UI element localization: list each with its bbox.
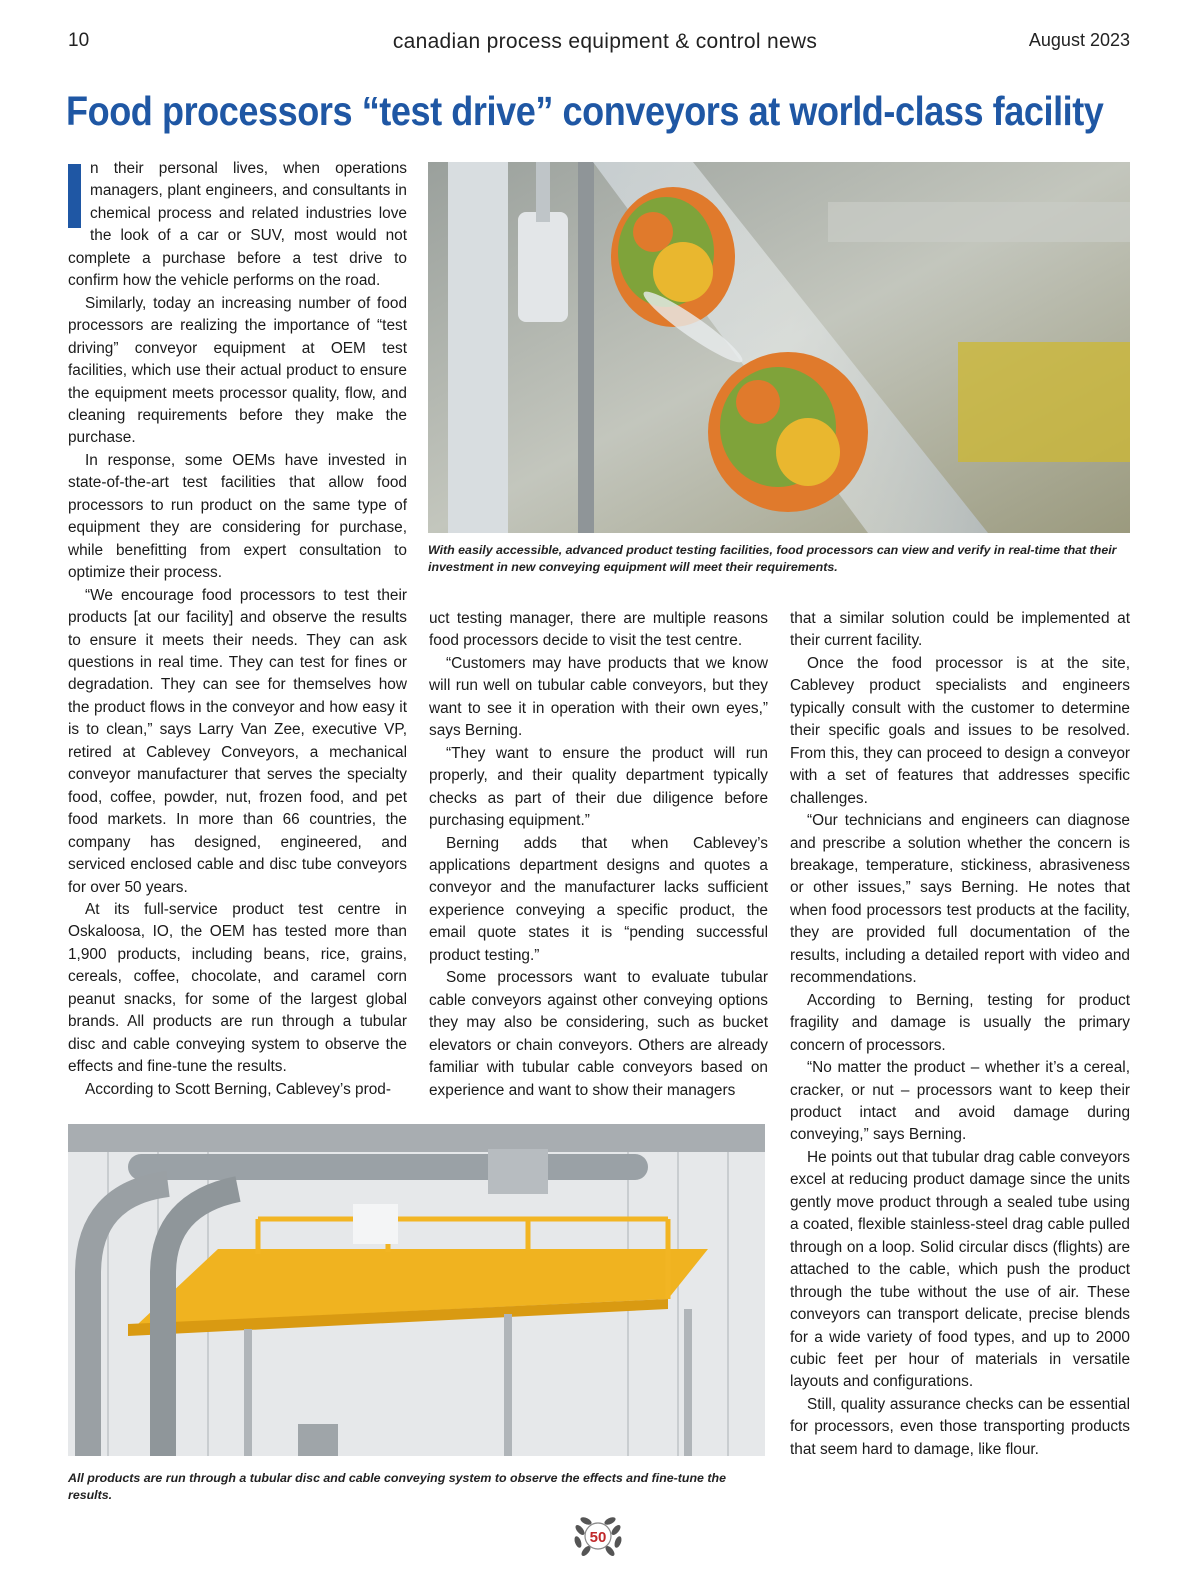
laurel-anniversary-icon — [570, 1514, 626, 1558]
drop-cap-bar — [68, 164, 81, 228]
issue-date: August 2023 — [1028, 30, 1130, 50]
paragraph: Similarly, today an increasing number of food processors are realizing the importance of “test driving” conveyor equipment at OEM test facilities, which use their actual product to ensure the equipment meets processor quality, flow, and cleaning requirements before they make the purchase. — [68, 294, 407, 447]
badge-number: 50 — [589, 1529, 607, 1546]
paragraph: “Customers may have products that we know will run well on tubular cable conveyors, but they want to see it in operation with their own eyes,” says Berning. — [429, 654, 768, 740]
paragraph: According to Scott Berning, Cablevey’s prod- — [85, 1080, 391, 1098]
paragraph: “No matter the product – whether it’s a cereal, cracker, or nut – processors want to keep their product intact and avoid damage during conveying,” says Berning. — [790, 1059, 1130, 1144]
conveyor-tube-photo — [428, 162, 1130, 533]
paragraph: that a similar solution could be implemented at their current facility. — [790, 610, 1130, 650]
page-number: 10 — [68, 30, 90, 51]
paragraph: Once the food processor is at the site, Cablevey product specialists and engineers typically consult with the customer to determine their specific goals and issues to be resolved. From this, they can proceed to design a conveyor with a set of features that addresses specific challenges. — [790, 654, 1130, 807]
paragraph: “We encourage food processors to test their products [at our facility] and observe the results to ensure it meets their needs. They can ask questions in real time. They can test for fines or degradation. They can see for themselves how the product flows in the conveyor and how easy it is to clean,” says Larry Van Zee, executive VP, retired at Cablevey Conveyors, a mechanical conveyor manufacturer that serves the specialty food, coffee, powder, nut, frozen food, and pet food markets. In more than 66 countries, the company has designed, engineered, and serviced enclosed cable and disc tube conveyors for over 50 years. — [68, 586, 407, 896]
paragraph: “They want to ensure the product will run properly, and their quality department typically checks as part of their due diligence before purchasing equipment.” — [429, 744, 768, 830]
article-column-2 — [429, 608, 768, 1102]
paragraph: Still, quality assurance checks can be essential for processors, even those transporting products that seem hard to damage, like flour. — [790, 1395, 1130, 1458]
article-column-1 — [68, 158, 407, 1101]
test-facility-photo — [68, 1124, 765, 1456]
publication-title: canadian process equipment & control news — [392, 30, 818, 53]
paragraph: “Our technicians and engineers can diagnose and prescribe a solution whether the concern is breakage, temperature, stickiness, abrasiveness or other issues,” says Berning. He notes that when food processors test products at the facility, they are provided full documentation of the results, including a detailed report with video and recommendations. — [790, 812, 1130, 987]
paragraph: In response, some OEMs have invested in state-of-the-art test facilities that allow food processors to run product on the same type of equipment they are considering for purchase, while benefitting from expert consultation to optimize their process. — [68, 451, 407, 582]
paragraph: Berning adds that when Cablevey’s applications department designs and quotes a conveyor and the manufacturer lacks sufficient experience conveying a specific product, the email quote states it is “pending successful product testing.” — [429, 834, 768, 964]
photo2-caption: All products are run through a tubular disc and cable conveying system to observe the effects and fine-tune the results. — [68, 1471, 726, 1502]
photo1-caption: With easily accessible, advanced product testing facilities, food processors can view and verify in real-time that their investment in new conveying equipment will meet their requirements. — [428, 543, 1117, 574]
article-column-3 — [790, 608, 1130, 1461]
article-headline: Food processors “test drive” conveyors at world-class facility — [66, 88, 1104, 134]
paragraph: uct testing manager, there are multiple reasons food processors decide to visit the test centre. — [429, 610, 768, 650]
paragraph: Some processors want to evaluate tubular cable conveyors against other conveying options they may also be considering, such as bucket elevators or chain conveyors. Others are already familiar with tubular cable conveyors based on experience and want to show their managers — [429, 969, 768, 1099]
paragraph: At its full-service product test centre in Oskaloosa, IO, the OEM has tested more than 1,900 products, including beans, rice, grains, cereals, coffee, chocolate, and caramel corn peanut snacks, for some of the largest global brands. All products are run through a tubular disc and cable conveying system to observe the effects and fine-tune the results. — [68, 900, 407, 1076]
paragraph: He points out that tubular drag cable conveyors excel at reducing product damage since the units gently move product through a sealed tube using a coated, flexible stainless-steel drag cable pulled through on a loop. Solid circular discs (flights) are attached to the cable, which push the product through the tube without the use of air. These conveyors can transport delicate, precise blends for a wide variety of food types, and up to 2000 cubic feet per hour of materials in versatile layouts and configurations. — [790, 1148, 1130, 1391]
paragraph: According to Berning, testing for product fragility and damage is usually the primary concern of processors. — [790, 991, 1130, 1054]
paragraph: n their personal lives, when operations managers, plant engineers, and consultants in chemical process and related industries love the look of a car or SUV, most would not complete a purchase before a test drive to confirm how the vehicle performs on the road. — [68, 160, 407, 290]
